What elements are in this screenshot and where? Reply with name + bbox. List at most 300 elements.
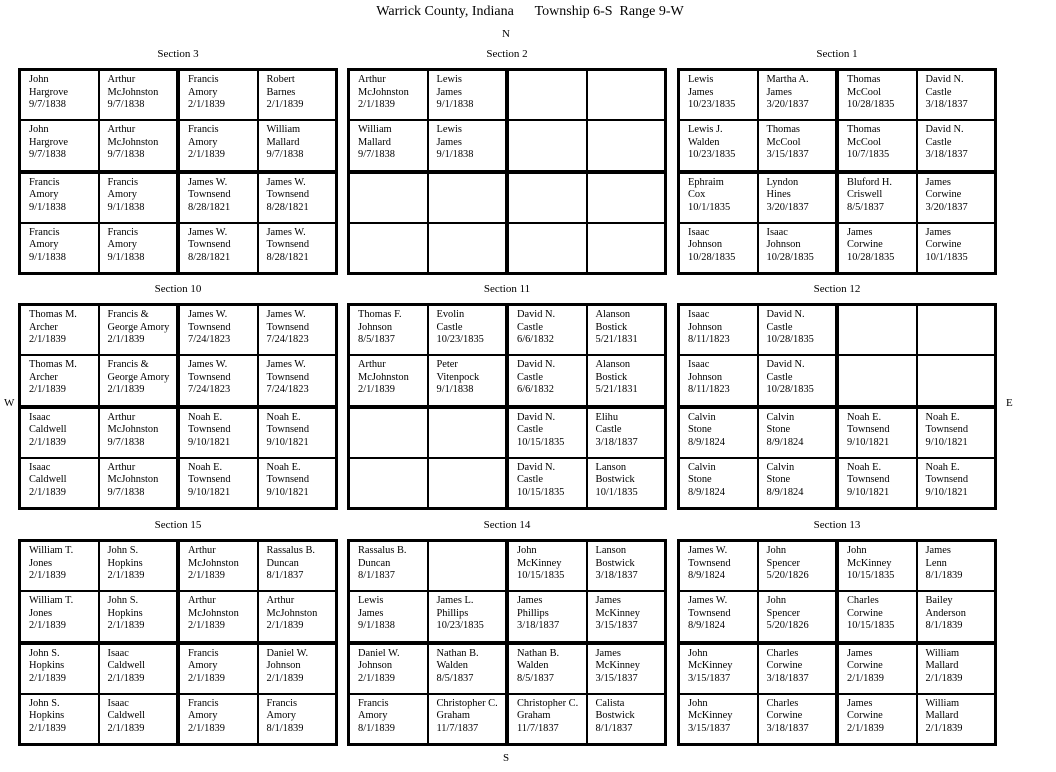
parcel-owner-line: Bostwick <box>595 710 635 722</box>
section-box <box>18 68 338 275</box>
land-parcel <box>179 223 258 273</box>
parcel-date: 3/15/1837 <box>766 149 809 161</box>
land-parcel <box>428 355 507 405</box>
parcel-owner-line: John <box>766 545 787 556</box>
parcel-owner-line: James W. <box>266 176 306 188</box>
parcel-owner-line: Duncan <box>266 557 299 569</box>
parcel-date: 5/21/1831 <box>595 334 638 346</box>
section-label: Section 12 <box>813 283 861 295</box>
parcel-owner-line: Corwine <box>766 710 803 722</box>
parcel-date: 3/15/1837 <box>595 672 638 684</box>
parcel-date: 9/7/1838 <box>107 436 145 448</box>
parcel-owner-line: Charles <box>847 595 879 607</box>
parcel-owner-line: McJohnston <box>107 474 159 486</box>
parcel-date: 8/9/1824 <box>688 620 725 632</box>
parcel-date: 2/1/1839 <box>29 722 66 734</box>
parcel-date: 5/21/1831 <box>595 384 638 396</box>
parcel-owner-line: Francis <box>29 176 60 188</box>
parcel-date: 6/6/1832 <box>517 384 554 396</box>
parcel-owner-line: Bostick <box>595 371 628 383</box>
land-parcel <box>917 591 996 641</box>
parcel-date: 5/20/1826 <box>766 620 809 632</box>
section-label: Section 3 <box>157 48 199 60</box>
parcel-owner-line: Noah E. <box>188 461 223 473</box>
parcel-owner-line: Calvin <box>766 411 795 423</box>
parcel-owner-line: Townsend <box>266 474 310 486</box>
parcel-date: 9/7/1838 <box>29 99 66 111</box>
parcel-owner-line: John S. <box>29 697 60 709</box>
parcel-owner-line: Mallard <box>925 710 959 722</box>
parcel-date: 2/1/1839 <box>188 570 225 582</box>
land-parcel <box>258 223 337 273</box>
land-parcel <box>508 223 587 273</box>
parcel-owner-line: Johnson <box>766 239 801 251</box>
land-parcel <box>679 173 758 223</box>
parcel-owner-line: Castle <box>517 424 543 436</box>
land-parcel <box>349 541 428 591</box>
parcel-owner-line: Francis <box>188 697 219 709</box>
land-parcel <box>587 223 666 273</box>
quarter-section <box>20 172 178 274</box>
parcel-owner-line: McJohnston <box>107 424 159 436</box>
parcel-owner-line: Calvin <box>688 411 716 423</box>
land-parcel <box>758 541 837 591</box>
land-parcel <box>349 644 428 694</box>
parcel-owner-line: Thomas M. <box>29 309 77 320</box>
land-parcel <box>587 541 666 591</box>
parcel-date: 10/23/1835 <box>436 620 484 632</box>
land-parcel <box>838 173 917 223</box>
parcel-owner-line: Nathan B. <box>517 647 560 659</box>
parcel-date: 3/18/1837 <box>517 620 560 632</box>
parcel-owner-line: James W. <box>188 226 228 238</box>
land-parcel <box>679 541 758 591</box>
quarter-section <box>679 643 837 745</box>
land-parcel <box>679 591 758 641</box>
parcel-date: 11/7/1837 <box>436 722 479 734</box>
section-label: Section 2 <box>486 48 528 60</box>
parcel-date: 2/1/1839 <box>107 620 145 632</box>
parcel-owner-line: Townsend <box>188 424 231 436</box>
quarter-section <box>349 643 507 745</box>
land-parcel <box>428 173 507 223</box>
parcel-owner-line: McCool <box>847 136 882 148</box>
parcel-date: 9/10/1821 <box>925 436 968 448</box>
parcel-owner-line: Lewis <box>436 124 462 136</box>
parcel-owner-line: Barnes <box>266 86 296 98</box>
parcel-date: 8/9/1824 <box>688 570 725 582</box>
quarter-section <box>178 305 336 407</box>
parcel-owner-line: Isaac <box>29 461 51 473</box>
land-parcel <box>917 694 996 744</box>
parcel-date: 9/7/1838 <box>107 149 145 161</box>
quarter-section <box>507 407 665 509</box>
land-parcel <box>838 355 917 405</box>
parcel-owner-line: Alanson <box>595 359 631 371</box>
parcel-owner-line: Lewis J. <box>688 124 723 136</box>
land-parcel <box>508 644 587 694</box>
parcel-owner-line: Francis <box>188 74 219 85</box>
land-parcel <box>838 541 917 591</box>
land-parcel <box>587 458 666 508</box>
parcel-owner-line: Corwine <box>847 710 883 722</box>
parcel-owner-line: James W. <box>188 176 228 188</box>
parcel-date: 3/18/1837 <box>925 99 968 111</box>
land-parcel <box>349 120 428 170</box>
parcel-owner-line: McKinney <box>688 710 733 722</box>
parcel-owner-line: Caldwell <box>29 424 67 436</box>
parcel-owner-line: Arthur <box>188 595 216 607</box>
parcel-owner-line: Amory <box>188 660 218 672</box>
parcel-owner-line: Amory <box>29 189 59 201</box>
land-parcel <box>838 70 917 120</box>
parcel-owner-line: Lanson <box>595 545 627 556</box>
parcel-owner-line: David N. <box>517 411 556 423</box>
parcel-owner-line: Townsend <box>925 474 969 486</box>
parcel-owner-line: Spencer <box>766 557 800 569</box>
parcel-owner-line: Townsend <box>188 239 231 251</box>
parcel-owner-line: Isaac <box>766 226 788 238</box>
quarter-section <box>349 407 507 509</box>
land-parcel <box>587 694 666 744</box>
land-parcel <box>258 591 337 641</box>
land-parcel <box>179 70 258 120</box>
parcel-owner-line: Francis <box>29 226 60 238</box>
parcel-owner-line: Isaac <box>107 697 129 709</box>
parcel-owner-line: Francis <box>107 176 139 188</box>
parcel-owner-line: Townsend <box>188 321 231 333</box>
parcel-owner-line: Francis <box>358 697 389 709</box>
parcel-owner-line: Townsend <box>188 371 231 383</box>
quarter-section <box>349 541 507 643</box>
parcel-owner-line: James <box>847 226 873 238</box>
parcel-date: 8/9/1824 <box>688 436 725 448</box>
parcel-owner-line: James L. <box>436 595 474 607</box>
parcel-owner-line: Amory <box>188 710 218 722</box>
land-parcel <box>838 644 917 694</box>
land-parcel <box>99 644 178 694</box>
parcel-owner-line: Thomas <box>847 124 881 136</box>
parcel-owner-line: Noah E. <box>847 461 882 473</box>
land-parcel <box>20 408 99 458</box>
land-parcel <box>349 694 428 744</box>
parcel-date: 10/15/1835 <box>517 570 565 582</box>
parcel-owner-line: Francis <box>188 124 219 136</box>
land-parcel <box>179 591 258 641</box>
quarter-section <box>507 541 665 643</box>
parcel-owner-line: Johnson <box>688 239 723 251</box>
parcel-owner-line: Cox <box>688 189 706 201</box>
parcel-date: 8/1/1839 <box>358 722 395 734</box>
land-parcel <box>917 173 996 223</box>
land-parcel <box>349 458 428 508</box>
parcel-date: 2/1/1839 <box>188 99 225 111</box>
land-parcel <box>758 644 837 694</box>
parcel-owner-line: Walden <box>436 660 468 672</box>
parcel-date: 9/1/1838 <box>436 149 474 161</box>
land-parcel <box>349 70 428 120</box>
parcel-date: 10/15/1835 <box>847 620 895 632</box>
land-parcel <box>917 305 996 355</box>
parcel-date: 10/28/1835 <box>688 251 736 263</box>
parcel-date: 2/1/1839 <box>188 672 225 684</box>
land-parcel <box>508 305 587 355</box>
land-parcel <box>917 120 996 170</box>
parcel-owner-line: John S. <box>107 545 139 556</box>
parcel-owner-line: Townsend <box>266 321 310 333</box>
land-parcel <box>838 223 917 273</box>
parcel-owner-line: Johnson <box>358 660 393 672</box>
parcel-owner-line: James <box>595 595 621 607</box>
parcel-date: 2/1/1839 <box>925 722 963 734</box>
quarter-section <box>679 305 837 407</box>
land-parcel <box>179 644 258 694</box>
parcel-date: 3/18/1837 <box>766 672 809 684</box>
parcel-date: 9/1/1838 <box>358 620 395 632</box>
quarter-section <box>178 70 336 172</box>
parcel-owner-line: Calvin <box>766 461 795 473</box>
land-parcel <box>349 591 428 641</box>
parcel-date: 8/1/1837 <box>266 570 304 582</box>
land-parcel <box>428 644 507 694</box>
parcel-owner-line: Alanson <box>595 309 631 320</box>
parcel-owner-line: Corwine <box>847 239 883 251</box>
parcel-owner-line: John <box>29 124 49 136</box>
land-parcel <box>508 355 587 405</box>
land-parcel <box>258 120 337 170</box>
land-parcel <box>679 694 758 744</box>
parcel-owner-line: Arthur <box>107 411 136 423</box>
section-label: Section 11 <box>483 283 531 295</box>
parcel-owner-line: Bluford H. <box>847 176 893 188</box>
parcel-date: 8/11/1823 <box>688 384 730 396</box>
parcel-owner-line: McJohnston <box>358 371 409 383</box>
parcel-owner-line: Townsend <box>266 424 310 436</box>
parcel-owner-line: Jones <box>29 557 53 569</box>
parcel-owner-line: Townsend <box>847 474 890 486</box>
parcel-owner-line: Townsend <box>266 371 310 383</box>
quarter-section <box>837 643 995 745</box>
land-parcel <box>20 173 99 223</box>
parcel-owner-line: David N. <box>766 309 805 320</box>
parcel-date: 2/1/1839 <box>107 334 145 346</box>
parcel-owner-line: Bostwick <box>595 557 635 569</box>
land-parcel <box>508 591 587 641</box>
parcel-owner-line: McJohnston <box>107 136 159 148</box>
parcel-date: 10/1/1835 <box>925 251 968 263</box>
parcel-date: 8/5/1837 <box>436 672 474 684</box>
land-parcel <box>349 173 428 223</box>
land-parcel <box>428 541 507 591</box>
parcel-owner-line: William T. <box>29 545 74 556</box>
parcel-date: 10/15/1835 <box>847 570 895 582</box>
parcel-owner-line: Noah E. <box>266 461 301 473</box>
parcel-owner-line: Vitenpock <box>436 371 480 383</box>
land-parcel <box>179 458 258 508</box>
land-parcel <box>349 223 428 273</box>
parcel-owner-line: James W. <box>266 309 306 320</box>
parcel-owner-line: Johnson <box>688 371 723 383</box>
parcel-owner-line: John <box>688 647 708 659</box>
parcel-date: 3/15/1837 <box>688 672 731 684</box>
land-parcel <box>838 458 917 508</box>
land-parcel <box>20 644 99 694</box>
parcel-date: 2/1/1839 <box>107 570 145 582</box>
land-parcel <box>99 173 178 223</box>
parcel-owner-line: Francis <box>266 697 298 709</box>
parcel-owner-line: McJohnston <box>358 86 409 98</box>
parcel-owner-line: Bailey <box>925 595 953 607</box>
parcel-owner-line: James <box>436 86 462 98</box>
parcel-owner-line: George Amory <box>107 321 170 333</box>
land-parcel <box>258 305 337 355</box>
parcel-owner-line: David N. <box>925 124 964 136</box>
quarter-section <box>178 407 336 509</box>
parcel-owner-line: Caldwell <box>107 710 146 722</box>
quarter-section <box>507 172 665 274</box>
parcel-date: 8/9/1824 <box>766 486 804 498</box>
parcel-owner-line: Arthur <box>266 595 295 607</box>
parcel-owner-line: Bostick <box>595 321 628 333</box>
quarter-section <box>20 643 178 745</box>
parcel-owner-line: James <box>517 595 543 607</box>
parcel-owner-line: James <box>688 86 714 98</box>
land-parcel <box>428 120 507 170</box>
land-parcel <box>758 173 837 223</box>
parcel-date: 10/28/1835 <box>847 251 895 263</box>
land-parcel <box>349 355 428 405</box>
parcel-owner-line: Townsend <box>847 424 890 436</box>
parcel-owner-line: Archer <box>29 321 58 333</box>
parcel-owner-line: David N. <box>925 74 964 85</box>
parcel-owner-line: James <box>925 226 951 238</box>
parcel-date: 2/1/1839 <box>358 99 395 111</box>
parcel-owner-line: Townsend <box>188 474 231 486</box>
parcel-owner-line: Stone <box>688 474 712 486</box>
parcel-date: 2/1/1839 <box>29 486 66 498</box>
parcel-owner-line: Townsend <box>925 424 969 436</box>
land-parcel <box>758 305 837 355</box>
parcel-date: 2/1/1839 <box>29 384 66 396</box>
parcel-owner-line: Noah E. <box>188 411 223 423</box>
parcel-date: 2/1/1839 <box>925 672 963 684</box>
parcel-owner-line: William <box>925 647 960 659</box>
parcel-date: 9/7/1838 <box>29 149 66 161</box>
parcel-owner-line: Isaac <box>29 411 51 423</box>
parcel-owner-line: Graham <box>436 710 470 722</box>
land-parcel <box>917 355 996 405</box>
land-parcel <box>258 408 337 458</box>
parcel-owner-line: Walden <box>517 660 549 672</box>
land-parcel <box>428 305 507 355</box>
parcel-owner-line: Castle <box>925 86 952 98</box>
parcel-owner-line: James W. <box>266 359 306 371</box>
land-parcel <box>99 120 178 170</box>
quarter-section <box>20 305 178 407</box>
parcel-owner-line: Thomas <box>847 74 881 85</box>
parcel-owner-line: Caldwell <box>107 660 146 672</box>
land-parcel <box>917 458 996 508</box>
parcel-owner-line: Jones <box>29 607 53 619</box>
land-parcel <box>679 120 758 170</box>
parcel-owner-line: Isaac <box>688 226 710 238</box>
quarter-section <box>20 541 178 643</box>
parcel-date: 2/1/1839 <box>266 672 304 684</box>
land-parcel <box>20 355 99 405</box>
parcel-date: 2/1/1839 <box>29 620 66 632</box>
parcel-owner-line: Stone <box>766 424 791 436</box>
parcel-owner-line: Corwine <box>925 239 962 251</box>
parcel-date: 8/1/1839 <box>266 722 304 734</box>
parcel-date: 8/1/1837 <box>358 570 395 582</box>
parcel-owner-line: Hopkins <box>107 557 143 569</box>
land-parcel <box>20 70 99 120</box>
parcel-owner-line: William <box>266 124 301 136</box>
land-parcel <box>679 223 758 273</box>
land-parcel <box>258 355 337 405</box>
parcel-date: 9/7/1838 <box>266 149 304 161</box>
parcel-owner-line: McJohnston <box>107 86 159 98</box>
parcel-owner-line: Amory <box>107 189 137 201</box>
parcel-owner-line: Castle <box>517 371 543 383</box>
parcel-owner-line: Hopkins <box>29 710 65 722</box>
parcel-owner-line: McKinney <box>595 607 640 619</box>
parcel-date: 9/10/1821 <box>266 436 309 448</box>
parcel-owner-line: James <box>595 647 621 659</box>
parcel-owner-line: James W. <box>266 226 306 238</box>
land-parcel <box>679 70 758 120</box>
section-label: Section 1 <box>816 48 858 60</box>
parcel-date: 9/1/1838 <box>436 99 474 111</box>
quarter-section <box>178 541 336 643</box>
parcel-owner-line: Walden <box>688 136 720 148</box>
parcel-owner-line: Martha A. <box>766 74 809 85</box>
parcel-owner-line: James <box>358 607 384 619</box>
parcel-owner-line: Arthur <box>107 461 136 473</box>
land-parcel <box>758 223 837 273</box>
parcel-owner-line: Arthur <box>107 74 136 85</box>
land-parcel <box>428 591 507 641</box>
parcel-date: 10/28/1835 <box>766 334 814 346</box>
parcel-date: 3/20/1837 <box>766 99 809 111</box>
parcel-date: 9/10/1821 <box>188 486 231 498</box>
parcel-owner-line: Charles <box>766 647 799 659</box>
land-parcel <box>20 305 99 355</box>
parcel-owner-line: Christopher C. <box>517 697 579 709</box>
land-parcel <box>99 458 178 508</box>
land-parcel <box>587 120 666 170</box>
parcel-owner-line: David N. <box>517 461 556 473</box>
parcel-date: 3/18/1837 <box>595 570 638 582</box>
parcel-owner-line: Christopher C. <box>436 697 498 709</box>
parcel-owner-line: Rassalus B. <box>266 545 315 556</box>
section-box <box>347 303 667 510</box>
parcel-owner-line: Stone <box>766 474 791 486</box>
parcel-owner-line: James W. <box>188 359 228 371</box>
land-parcel <box>508 458 587 508</box>
map-title: Warrick County, Indiana Township 6-S Range 9-W <box>376 4 684 19</box>
land-parcel <box>179 305 258 355</box>
parcel-date: 9/7/1838 <box>107 99 145 111</box>
parcel-owner-line: Caldwell <box>29 474 67 486</box>
parcel-owner-line: Phillips <box>517 607 549 619</box>
quarter-section <box>679 407 837 509</box>
parcel-date: 2/1/1839 <box>358 672 395 684</box>
parcel-owner-line: Spencer <box>766 607 800 619</box>
parcel-owner-line: Bostwick <box>595 474 635 486</box>
land-parcel <box>20 458 99 508</box>
parcel-owner-line: James <box>847 697 873 709</box>
